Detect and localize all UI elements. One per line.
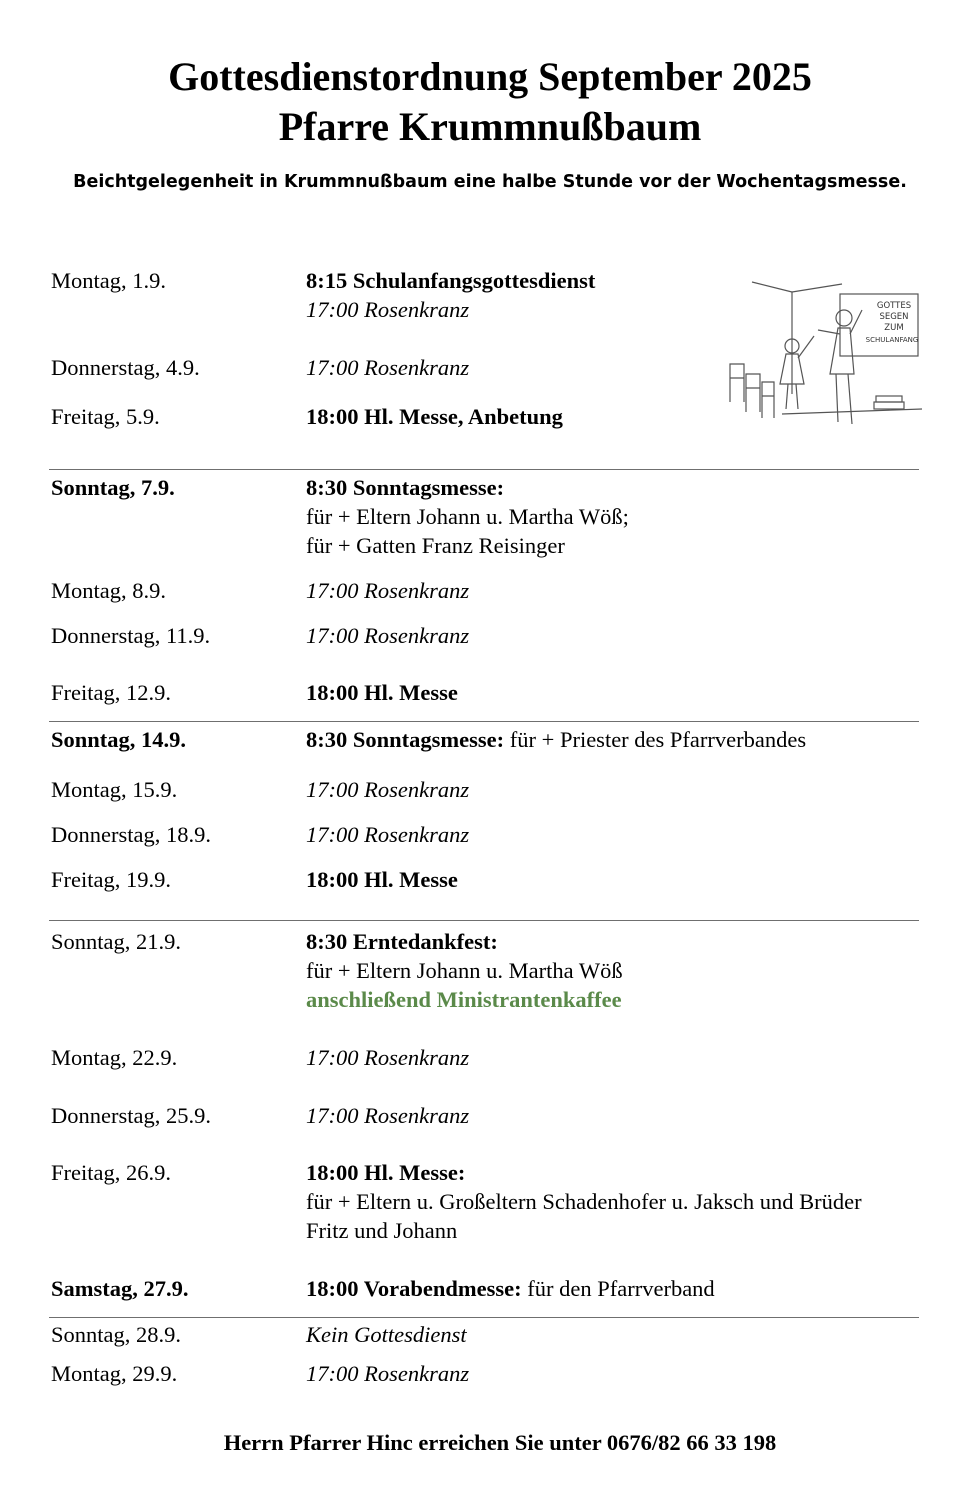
date-label: Sonntag, 21.9.	[51, 929, 182, 954]
service-line: Kein Gottesdienst	[306, 1322, 467, 1347]
service-line: 18:00 Hl. Messe	[306, 680, 458, 705]
date-label: Donnerstag, 25.9.	[51, 1103, 211, 1128]
date-label: Sonntag, 28.9.	[51, 1322, 182, 1347]
service-line: 17:00 Rosenkranz	[306, 1045, 470, 1070]
board-text: SCHULANFANG	[865, 336, 919, 344]
service-line: 17:00 Rosenkranz	[306, 355, 470, 380]
date-label: Samstag, 27.9.	[51, 1276, 189, 1301]
board-text: GOTTES	[876, 301, 912, 311]
service-line: 17:00 Rosenkranz	[306, 1103, 470, 1128]
date-label: Montag, 29.9.	[51, 1361, 178, 1386]
confession-note: Beichtgelegenheit in Krummnußbaum eine halbe Stunde vor der Wochentagsmesse.	[73, 172, 907, 192]
date-label: Freitag, 26.9.	[51, 1160, 171, 1185]
service-line: 17:00 Rosenkranz	[306, 822, 470, 847]
date-label: Freitag, 12.9.	[51, 680, 171, 705]
week-divider	[49, 1317, 919, 1318]
board-text: SEGEN	[879, 312, 909, 322]
ministrant-coffee-note: anschließend Ministrantenkaffee	[306, 987, 622, 1012]
date-label: Montag, 1.9.	[51, 268, 166, 293]
parish-title: Pfarre Krummnußbaum	[278, 104, 702, 149]
intention-line: für + Gatten Franz Reisinger	[306, 533, 565, 558]
service-line: 17:00 Rosenkranz	[306, 578, 470, 603]
service-line: 17:00 Rosenkranz	[306, 777, 470, 802]
intention-line: Fritz und Johann	[306, 1218, 458, 1243]
service-line: 17:00 Rosenkranz	[306, 297, 470, 322]
service-line: 18:00 Vorabendmesse: für den Pfarrverband	[306, 1276, 715, 1301]
service-line: 18:00 Hl. Messe:	[306, 1160, 466, 1185]
service-line: 18:00 Hl. Messe	[306, 867, 458, 892]
date-label: Montag, 8.9.	[51, 578, 166, 603]
school-start-illustration	[722, 274, 928, 434]
date-label: Sonntag, 7.9.	[51, 475, 175, 500]
intention-line: für + Eltern Johann u. Martha Wöß;	[306, 504, 629, 529]
date-label: Montag, 15.9.	[51, 777, 178, 802]
date-label: Donnerstag, 18.9.	[51, 822, 211, 847]
date-label: Sonntag, 14.9.	[51, 727, 187, 752]
date-label: Freitag, 19.9.	[51, 867, 171, 892]
service-line: 8:30 Sonntagsmesse: für + Priester des Pfarrverbandes	[306, 727, 807, 752]
pastor-contact: Herrn Pfarrer Hinc erreichen Sie unter 0676/82 66 33 198	[223, 1430, 777, 1455]
service-line: 18:00 Hl. Messe, Anbetung	[306, 404, 563, 429]
intention-line: für + Eltern Johann u. Martha Wöß	[306, 958, 623, 983]
service-line: 8:30 Sonntagsmesse:	[306, 475, 505, 500]
week-divider	[49, 721, 919, 722]
date-label: Donnerstag, 11.9.	[51, 623, 211, 648]
service-line: 17:00 Rosenkranz	[306, 1361, 470, 1386]
week-divider	[49, 469, 919, 470]
service-line: 8:15 Schulanfangsgottesdienst	[306, 268, 596, 293]
week-divider	[49, 920, 919, 921]
date-label: Montag, 22.9.	[51, 1045, 178, 1070]
board-text: ZUM	[884, 323, 904, 333]
service-line: 8:30 Erntedankfest:	[306, 929, 498, 954]
page-title: Gottesdienstordnung September 2025	[168, 54, 812, 99]
intention-line: für + Eltern u. Großeltern Schadenhofer u. Jaksch und Brüder	[306, 1189, 862, 1214]
date-label: Freitag, 5.9.	[51, 404, 160, 429]
service-line: 17:00 Rosenkranz	[306, 623, 470, 648]
date-label: Donnerstag, 4.9.	[51, 355, 200, 380]
